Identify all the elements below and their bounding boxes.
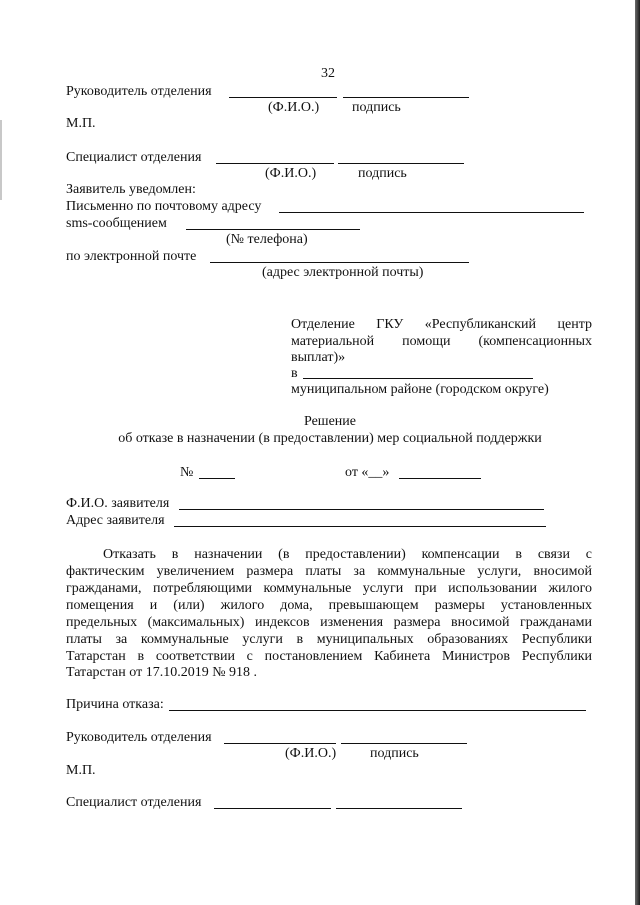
signature-caption-2: подпись bbox=[358, 166, 407, 181]
email-line[interactable] bbox=[210, 262, 469, 263]
scan-edge-left bbox=[0, 120, 2, 200]
addressee-in-prefix: в bbox=[291, 366, 298, 381]
addressee-line-5: муниципальном районе (городском округе) bbox=[291, 382, 549, 397]
bottom-fio-caption: (Ф.И.О.) bbox=[285, 746, 337, 761]
addressee-line-3: выплат)» bbox=[291, 350, 346, 365]
body-line-4: помещения и (или) жилого дома, превышающем размеры установленных bbox=[66, 598, 592, 613]
decision-subtitle: об отказе в назначении (в предоставлении) мер социальной поддержки bbox=[118, 431, 542, 446]
addressee-line-1: Отделение ГКУ «Республиканский центр bbox=[291, 317, 592, 332]
head-of-department-label: Руководитель отделения bbox=[66, 84, 212, 99]
body-line-6: платы за коммунальные услуги в муниципальных образованиях Республики bbox=[66, 632, 592, 647]
body-line-7: Татарстан в соответствии с постановлением Кабинета Министров Республики bbox=[66, 649, 592, 664]
decision-date-label: от «__» bbox=[345, 465, 390, 480]
postal-address-label: Письменно по почтовому адресу bbox=[66, 199, 262, 214]
bottom-head-signature-line[interactable] bbox=[341, 743, 467, 744]
applicant-address-label: Адрес заявителя bbox=[66, 513, 165, 528]
specialist-signature-line[interactable] bbox=[338, 163, 464, 164]
applicant-fio-label: Ф.И.О. заявителя bbox=[66, 496, 170, 511]
email-label: по электронной почте bbox=[66, 249, 197, 264]
phone-caption: (№ телефона) bbox=[226, 232, 308, 247]
head-fio-line[interactable] bbox=[229, 97, 337, 98]
bottom-specialist-signature-line[interactable] bbox=[336, 808, 462, 809]
bottom-head-fio-line[interactable] bbox=[224, 743, 336, 744]
head-signature-line[interactable] bbox=[343, 97, 469, 98]
decision-title: Решение bbox=[303, 414, 356, 429]
sms-label: sms-сообщением bbox=[66, 216, 167, 231]
addressee-line-2: материальной помощи (компенсационных bbox=[291, 334, 592, 349]
specialist-label: Специалист отделения bbox=[66, 150, 202, 165]
bottom-head-label: Руководитель отделения bbox=[66, 730, 212, 745]
refusal-reason-label: Причина отказа: bbox=[66, 697, 164, 712]
decision-number-label: № bbox=[180, 465, 194, 480]
body-line-1: Отказать в назначении (в предоставлении) компенсации в связи с bbox=[103, 547, 592, 562]
applicant-address-line[interactable] bbox=[174, 526, 546, 527]
bottom-signature-caption: подпись bbox=[370, 746, 419, 761]
body-line-2: фактическим увеличением размера платы за коммунальные услуги, вносимой bbox=[66, 564, 592, 579]
body-line-5: предельных (максимальных) индексов изменения размера вносимой гражданами bbox=[66, 615, 592, 630]
fio-caption: (Ф.И.О.) bbox=[268, 100, 320, 115]
municipality-line[interactable] bbox=[303, 378, 533, 379]
specialist-fio-line[interactable] bbox=[216, 163, 334, 164]
bottom-stamp-placeholder: М.П. bbox=[66, 763, 96, 778]
sms-phone-line[interactable] bbox=[186, 229, 360, 230]
applicant-notified-label: Заявитель уведомлен: bbox=[66, 182, 196, 197]
postal-address-line[interactable] bbox=[279, 212, 584, 213]
refusal-reason-line[interactable] bbox=[169, 710, 586, 711]
bottom-specialist-label: Специалист отделения bbox=[66, 795, 202, 810]
scan-edge-right bbox=[635, 0, 640, 905]
decision-date-line[interactable] bbox=[399, 478, 481, 479]
body-line-3: гражданами, потребляющими коммунальные услуги при использовании жилого bbox=[66, 581, 592, 596]
decision-number-line[interactable] bbox=[199, 478, 235, 479]
body-line-8: Татарстан от 17.10.2019 № 918 . bbox=[66, 665, 258, 680]
signature-caption: подпись bbox=[352, 100, 401, 115]
page-number: 32 bbox=[321, 66, 335, 81]
applicant-fio-line[interactable] bbox=[179, 509, 544, 510]
bottom-specialist-fio-line[interactable] bbox=[214, 808, 331, 809]
stamp-placeholder: М.П. bbox=[66, 116, 96, 131]
fio-caption-2: (Ф.И.О.) bbox=[265, 166, 317, 181]
email-caption: (адрес электронной почты) bbox=[262, 265, 424, 280]
